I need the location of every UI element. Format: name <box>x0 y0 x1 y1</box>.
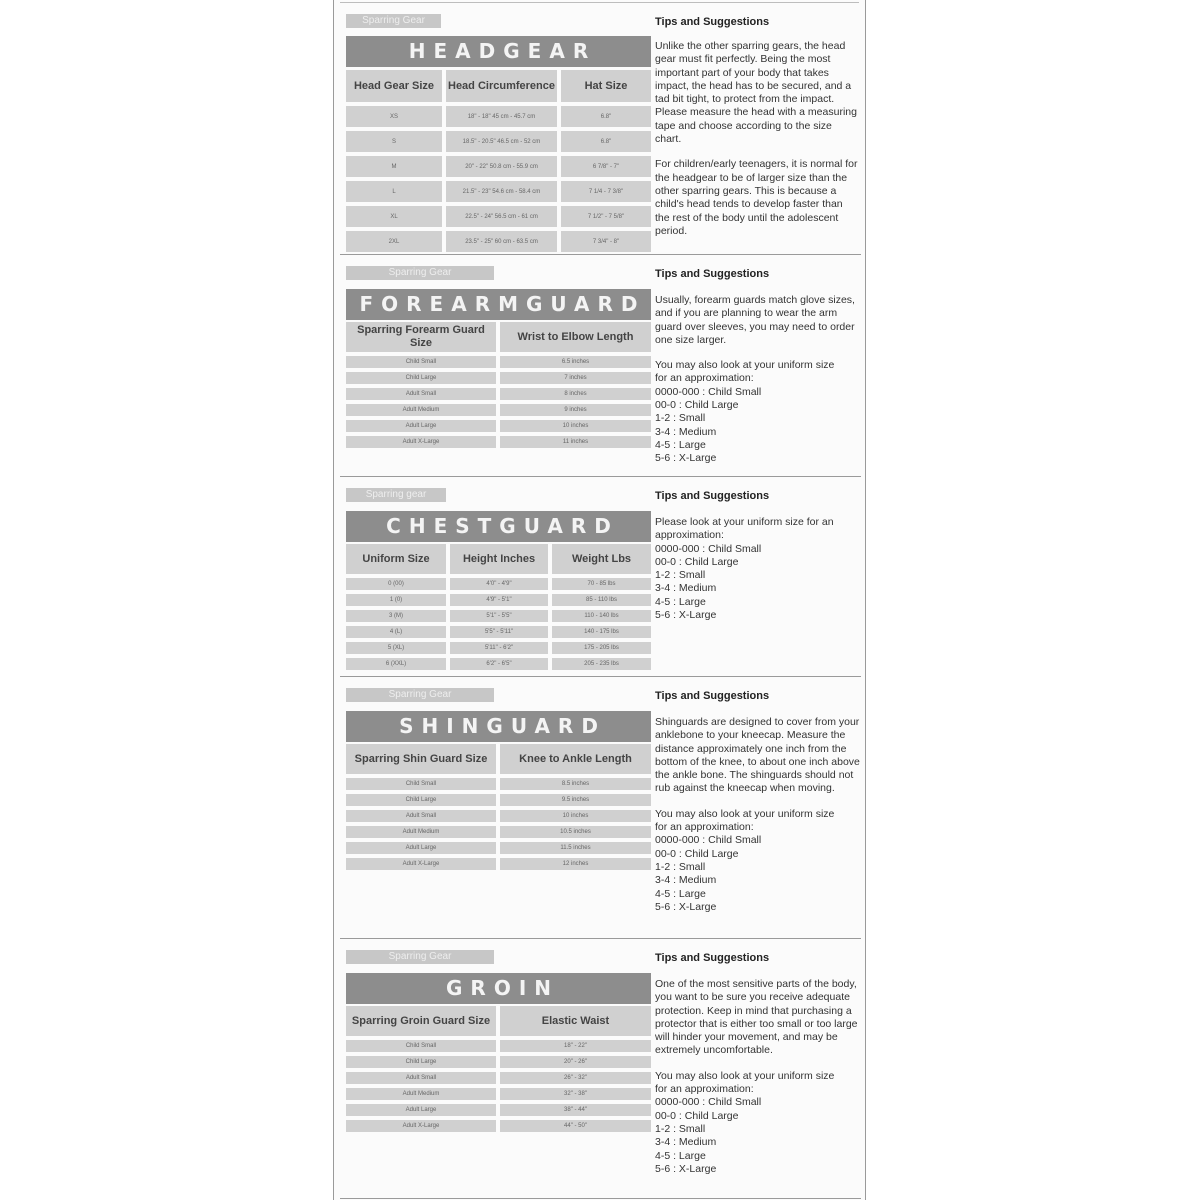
table-header-row <box>346 322 651 352</box>
tips-line: 5-6 : X-Large <box>655 1162 717 1175</box>
table-row <box>346 794 651 806</box>
tips-title: Tips and Suggestions <box>655 690 770 702</box>
tips-line: You may also look at your uniform size <box>655 1069 835 1082</box>
table-cell: 6.8" <box>559 131 651 152</box>
table-cell: L <box>346 181 444 202</box>
uniform-size-list <box>655 516 860 622</box>
table-row <box>346 131 651 152</box>
table-cell: 5'11" - 6'2" <box>448 642 550 654</box>
table-cell: 26" - 32" <box>498 1072 651 1084</box>
tips-line: 0000-000 : Child Small <box>655 385 762 398</box>
shinguard-size-table <box>346 740 651 874</box>
tips-line: 1-2 : Small <box>655 569 706 582</box>
tips-line: 3-4 : Medium <box>655 582 717 595</box>
table-cell: 0 (00) <box>346 578 448 590</box>
tips-body <box>655 40 860 250</box>
chestguard-size-table <box>346 540 651 674</box>
section-banner: CHESTGUARD <box>346 511 651 542</box>
table-cell: XL <box>346 206 444 227</box>
table-row <box>346 810 651 822</box>
table-cell: 18.5" - 20.5" 46.5 cm - 52 cm <box>444 131 559 152</box>
table-cell: S <box>346 131 444 152</box>
column-header: Sparring Groin Guard Size <box>346 1006 498 1036</box>
table-cell: 1 (0) <box>346 594 448 606</box>
table-cell: Adult Medium <box>346 1088 498 1100</box>
table-cell: 12 inches <box>498 858 651 870</box>
table-cell: Child Large <box>346 372 498 384</box>
tips-line: 00-0 : Child Large <box>655 1109 739 1122</box>
column-header: Wrist to Elbow Length <box>498 322 651 352</box>
table-cell: 18" - 18" 45 cm - 45.7 cm <box>444 106 559 127</box>
column-header: Uniform Size <box>346 544 448 574</box>
chestguard-section <box>340 478 861 677</box>
tips-paragraph: For children/early teenagers, it is normal for the headgear to be of larger size than the other sparring gears. This is because a child's head tends to develop faster than the rest of the body until the adolescent period. <box>655 158 858 237</box>
table-row <box>346 578 651 590</box>
table-cell: 5 (XL) <box>346 642 448 654</box>
table-cell: 2XL <box>346 231 444 252</box>
table-cell: 20" - 22" 50.8 cm - 55.9 cm <box>444 156 559 177</box>
table-row <box>346 420 651 432</box>
tips-line: 1-2 : Small <box>655 1122 706 1135</box>
size-chart-page <box>333 0 866 1200</box>
table-cell: 6 7/8" - 7" <box>559 156 651 177</box>
table-cell: 70 - 85 lbs <box>550 578 651 590</box>
table-cell: 7 inches <box>498 372 651 384</box>
section-tag: Sparring gear <box>346 488 446 502</box>
tips-line: for an approximation: <box>655 372 754 385</box>
table-row <box>346 436 651 448</box>
table-cell: 4'0" - 4'9" <box>448 578 550 590</box>
tips-line: approximation: <box>655 529 724 542</box>
tips-paragraph: One of the most sensitive parts of the body, you want to be sure you receive adequate protection. Keep in mind that purchasing a protector that is either too small or too large will hinder your movement, and may be extremely uncomfortable. <box>655 978 858 1057</box>
table-cell: 20" - 26" <box>498 1056 651 1068</box>
top-divider <box>340 2 859 3</box>
groin-size-table <box>346 1002 651 1136</box>
table-cell: Adult Medium <box>346 826 498 838</box>
groin-section <box>340 940 861 1199</box>
tips-title: Tips and Suggestions <box>655 490 770 502</box>
table-cell: 10 inches <box>498 420 651 432</box>
tips-line: 00-0 : Child Large <box>655 847 739 860</box>
table-cell: 7 1/2" - 7 5/8" <box>559 206 651 227</box>
section-banner: FOREARMGUARD <box>346 289 651 320</box>
table-cell: Adult Small <box>346 388 498 400</box>
tips-line: Please look at your uniform size for an <box>655 516 834 528</box>
tips-body <box>655 716 860 914</box>
column-header: Knee to Ankle Length <box>498 744 651 774</box>
tips-line: 00-0 : Child Large <box>655 399 739 412</box>
table-cell: Adult Medium <box>346 404 498 416</box>
table-cell: 110 - 140 lbs <box>550 610 651 622</box>
table-cell: 38" - 44" <box>498 1104 651 1116</box>
section-banner: GROIN <box>346 973 651 1004</box>
headgear-size-table <box>346 66 651 256</box>
table-row <box>346 626 651 638</box>
tips-body <box>655 978 860 1176</box>
table-cell: 205 - 235 lbs <box>550 658 651 670</box>
tips-line: 5-6 : X-Large <box>655 900 717 913</box>
tips-line: 4-5 : Large <box>655 1149 706 1162</box>
table-row <box>346 594 651 606</box>
table-cell: Adult X-Large <box>346 436 498 448</box>
table-row <box>346 231 651 252</box>
table-row <box>346 1056 651 1068</box>
table-row <box>346 610 651 622</box>
tips-line: 4-5 : Large <box>655 438 706 451</box>
tips-line: 5-6 : X-Large <box>655 452 717 465</box>
tips-line: 3-4 : Medium <box>655 1136 717 1149</box>
table-cell: XS <box>346 106 444 127</box>
forearmguard-section <box>340 256 861 477</box>
column-header: Elastic Waist <box>498 1006 651 1036</box>
table-row <box>346 642 651 654</box>
shinguard-section <box>340 678 861 939</box>
table-cell: 18" - 22" <box>498 1040 651 1052</box>
tips-line: for an approximation: <box>655 821 754 834</box>
column-header: Head Circumference <box>444 70 559 102</box>
uniform-size-list <box>655 808 860 914</box>
table-row <box>346 356 651 368</box>
tips-paragraph: Unlike the other sparring gears, the head gear must fit perfectly. Being the most important part of your body that takes impact, the head has to be secured, and a tad bit tight, to protect from the impact. Please measure the head with a measuring tape and choose according to the size chart. <box>655 40 857 146</box>
column-header: Hat Size <box>559 70 651 102</box>
table-cell: 6.8" <box>559 106 651 127</box>
table-cell: 140 - 175 lbs <box>550 626 651 638</box>
tips-line: 4-5 : Large <box>655 595 706 608</box>
section-tag: Sparring Gear <box>346 950 494 964</box>
table-cell: Adult Small <box>346 810 498 822</box>
table-cell: 21.5" - 23" 54.6 cm - 58.4 cm <box>444 181 559 202</box>
table-row <box>346 1072 651 1084</box>
table-row <box>346 106 651 127</box>
table-cell: Child Small <box>346 356 498 368</box>
table-cell: 6.5 inches <box>498 356 651 368</box>
table-row <box>346 1104 651 1116</box>
table-cell: 5'1" - 5'5" <box>448 610 550 622</box>
table-cell: 5'5" - 5'11" <box>448 626 550 638</box>
table-cell: 10.5 inches <box>498 826 651 838</box>
table-row <box>346 826 651 838</box>
column-header: Height Inches <box>448 544 550 574</box>
table-cell: 32" - 38" <box>498 1088 651 1100</box>
table-header-row <box>346 544 651 574</box>
column-header: Weight Lbs <box>550 544 651 574</box>
table-cell: 4 (L) <box>346 626 448 638</box>
table-cell: 11 inches <box>498 436 651 448</box>
tips-line: 1-2 : Small <box>655 860 706 873</box>
tips-body <box>655 294 860 466</box>
table-row <box>346 372 651 384</box>
table-cell: 7 3/4" - 8" <box>559 231 651 252</box>
table-row <box>346 156 651 177</box>
forearm-size-table <box>346 318 651 452</box>
tips-line: 00-0 : Child Large <box>655 555 739 568</box>
table-row <box>346 858 651 870</box>
table-header-row <box>346 70 651 102</box>
table-cell: Adult Large <box>346 1104 498 1116</box>
table-cell: 8 inches <box>498 388 651 400</box>
tips-title: Tips and Suggestions <box>655 952 770 964</box>
uniform-size-list <box>655 1070 860 1176</box>
column-header: Sparring Shin Guard Size <box>346 744 498 774</box>
table-cell: Adult X-Large <box>346 1120 498 1132</box>
table-cell: 9 inches <box>498 404 651 416</box>
table-cell: 85 - 110 lbs <box>550 594 651 606</box>
tips-line: You may also look at your uniform size <box>655 359 835 372</box>
table-cell: Child Small <box>346 778 498 790</box>
headgear-section <box>340 4 861 255</box>
table-cell: 175 - 205 lbs <box>550 642 651 654</box>
table-cell: 11.5 inches <box>498 842 651 854</box>
tips-line: 3-4 : Medium <box>655 425 717 438</box>
tips-paragraph: Shinguards are designed to cover from your anklebone to your kneecap. Measure the distance approximately one inch from the bottom of the knee, to about one inch above the ankle bone. The shinguards should not rub against the kneecap when moving. <box>655 716 860 795</box>
table-cell: M <box>346 156 444 177</box>
table-header-row <box>346 1006 651 1036</box>
table-row <box>346 181 651 202</box>
tips-line: 0000-000 : Child Small <box>655 542 762 555</box>
tips-title: Tips and Suggestions <box>655 268 770 280</box>
table-cell: Adult Small <box>346 1072 498 1084</box>
tips-line: 1-2 : Small <box>655 412 706 425</box>
table-cell: Adult Large <box>346 420 498 432</box>
table-cell: Child Large <box>346 794 498 806</box>
table-row <box>346 1120 651 1132</box>
table-row <box>346 1088 651 1100</box>
table-cell: 4'9" - 5'1" <box>448 594 550 606</box>
tips-line: 4-5 : Large <box>655 887 706 900</box>
section-tag: Sparring Gear <box>346 266 494 280</box>
tips-line: You may also look at your uniform size <box>655 807 835 820</box>
table-cell: 23.5" - 25" 60 cm - 63.5 cm <box>444 231 559 252</box>
table-cell: 3 (M) <box>346 610 448 622</box>
table-cell: 6 (XXL) <box>346 658 448 670</box>
table-cell: Child Large <box>346 1056 498 1068</box>
table-cell: Adult X-Large <box>346 858 498 870</box>
tips-line: 0000-000 : Child Small <box>655 1096 762 1109</box>
uniform-size-list <box>655 359 860 465</box>
tips-paragraph: Usually, forearm guards match glove sizes, and if you are planning to wear the arm guard over sleeves, you may need to order one size larger. <box>655 294 855 346</box>
table-header-row <box>346 744 651 774</box>
table-row <box>346 404 651 416</box>
table-row <box>346 1040 651 1052</box>
table-row <box>346 778 651 790</box>
tips-line: 5-6 : X-Large <box>655 609 717 622</box>
section-tag: Sparring Gear <box>346 14 441 28</box>
table-row <box>346 658 651 670</box>
table-cell: Adult Large <box>346 842 498 854</box>
table-cell: 9.5 inches <box>498 794 651 806</box>
table-cell: 44" - 50" <box>498 1120 651 1132</box>
column-header: Sparring Forearm Guard Size <box>346 322 498 352</box>
tips-line: 3-4 : Medium <box>655 874 717 887</box>
table-cell: Child Small <box>346 1040 498 1052</box>
tips-title: Tips and Suggestions <box>655 16 770 28</box>
table-row <box>346 206 651 227</box>
section-tag: Sparring Gear <box>346 688 494 702</box>
column-header: Head Gear Size <box>346 70 444 102</box>
table-row <box>346 388 651 400</box>
table-cell: 6'2" - 6'5" <box>448 658 550 670</box>
table-row <box>346 842 651 854</box>
section-banner: HEADGEAR <box>346 36 651 67</box>
tips-line: 0000-000 : Child Small <box>655 834 762 847</box>
table-cell: 8.5 inches <box>498 778 651 790</box>
table-cell: 7 1/4 - 7 3/8" <box>559 181 651 202</box>
tips-body <box>655 516 860 622</box>
section-banner: SHINGUARD <box>346 711 651 742</box>
tips-line: for an approximation: <box>655 1083 754 1096</box>
table-cell: 22.5" - 24" 56.5 cm - 61 cm <box>444 206 559 227</box>
table-cell: 10 inches <box>498 810 651 822</box>
